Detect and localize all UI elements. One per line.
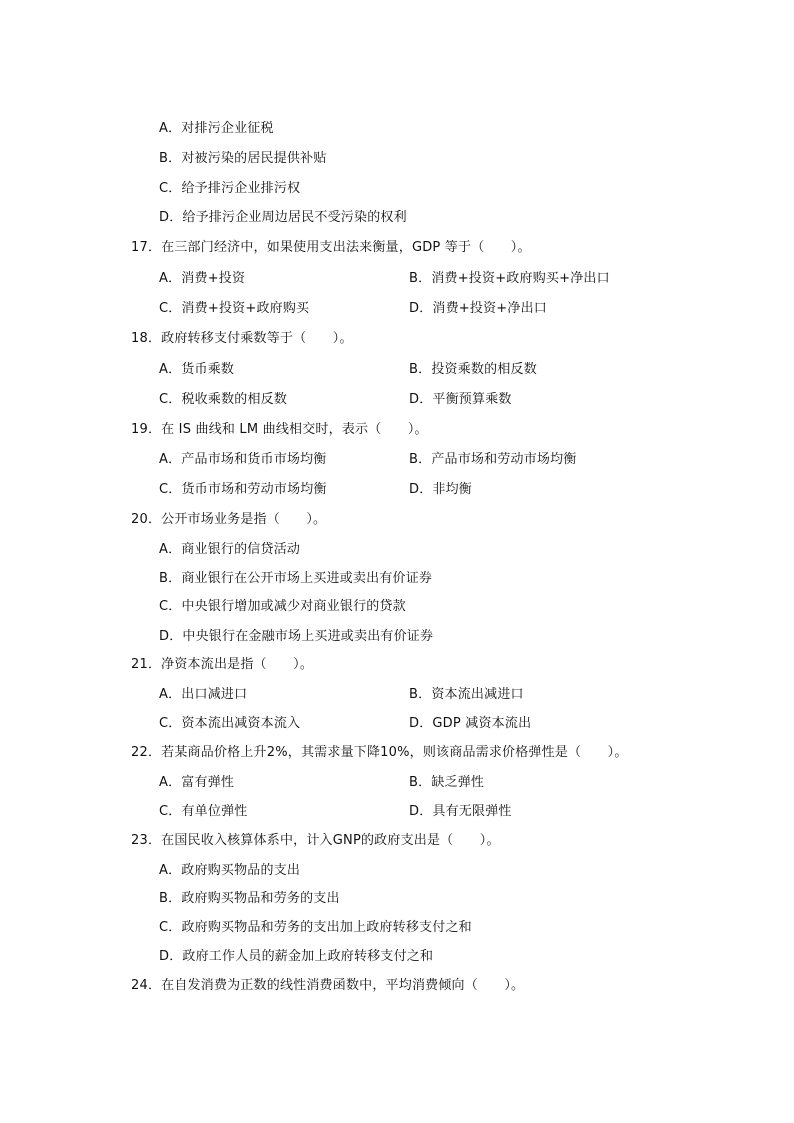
q20-option-a: A．商业银行的信贷活动: [159, 542, 301, 557]
q21-option-a: A．出口减进口: [159, 687, 248, 702]
q18-option-a: A．货币乘数: [159, 362, 235, 377]
q21-option-b: B．资本流出减进口: [409, 687, 524, 702]
q19-option-d: D．非均衡: [409, 482, 473, 497]
q16-option-a: A．对排污企业征税: [159, 121, 274, 136]
q17-option-a: A．消费+投资: [159, 271, 246, 286]
q22-option-d: D．具有无限弹性: [409, 804, 512, 819]
q23-option-d: D．政府工作人员的薪金加上政府转移支付之和: [159, 949, 434, 964]
q17-option-c: C．消费+投资+政府购买: [159, 301, 310, 316]
q22-option-a: A．富有弹性: [159, 775, 235, 790]
q16-option-c: C．给予排污企业排污权: [159, 181, 301, 196]
q23-option-b: B．政府购买物品和劳务的支出: [159, 891, 340, 906]
q18-option-b: B．投资乘数的相反数: [409, 362, 537, 377]
q21-stem: 21．净资本流出是指（ ）。: [131, 657, 314, 672]
q23-stem: 23．在国民收入核算体系中，计入GNP的政府支出是（ ）。: [131, 833, 500, 848]
q24-stem: 24．在自发消费为正数的线性消费函数中，平均消费倾向（ ）。: [131, 978, 525, 993]
q20-option-c: C．中央银行增加或减少对商业银行的贷款: [159, 599, 406, 614]
q18-option-c: C．税收乘数的相反数: [159, 392, 288, 407]
q17-option-b: B．消费+投资+政府购买+净出口: [409, 271, 610, 286]
q19-option-b: B．产品市场和劳动市场均衡: [409, 452, 577, 467]
q20-option-b: B．商业银行在公开市场上买进或卖出有价证券: [159, 571, 433, 586]
q18-option-d: D．平衡预算乘数: [409, 392, 512, 407]
q20-stem: 20．公开市场业务是指（ ）。: [131, 512, 327, 527]
q19-option-c: C．货币市场和劳动市场均衡: [159, 482, 327, 497]
q23-option-a: A．政府购买物品的支出: [159, 863, 301, 878]
q17-option-d: D．消费+投资+净出口: [409, 301, 547, 316]
q19-stem: 19．在 IS 曲线和 LM 曲线相交时，表示（ ）。: [131, 422, 428, 437]
q21-option-d: D．GDP 减资本流出: [409, 716, 532, 731]
q22-stem: 22．若某商品价格上升2%，其需求量下降10%，则该商品需求价格弹性是（ ）。: [131, 745, 628, 760]
q23-option-c: C．政府购买物品和劳务的支出加上政府转移支付之和: [159, 920, 472, 935]
q17-stem: 17．在三部门经济中，如果使用支出法来衡量，GDP 等于（ ）。: [131, 240, 531, 255]
q20-option-d: D．中央银行在金融市场上买进或卖出有价证券: [159, 629, 434, 644]
q19-option-a: A．产品市场和货币市场均衡: [159, 452, 327, 467]
q22-option-b: B．缺乏弹性: [409, 775, 485, 790]
q21-option-c: C．资本流出减资本流入: [159, 716, 301, 731]
q18-stem: 18．政府转移支付乘数等于（ ）。: [131, 331, 353, 346]
q16-option-d: D．给予排污企业周边居民不受污染的权利: [159, 210, 407, 225]
q16-option-b: B．对被污染的居民提供补贴: [159, 151, 327, 166]
q22-option-c: C．有单位弹性: [159, 804, 248, 819]
